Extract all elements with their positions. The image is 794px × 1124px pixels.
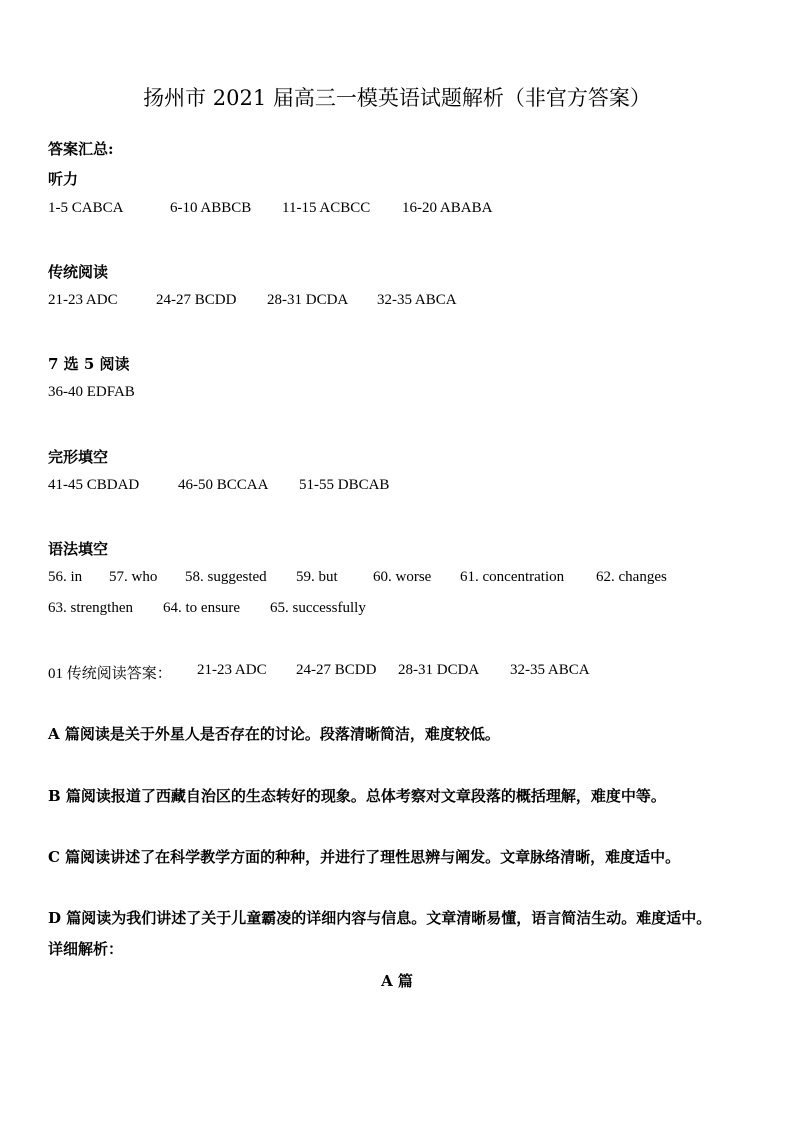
detail-label: 详细解析： <box>48 940 124 958</box>
passage-a-summary: A 篇阅读是关于外星人是否存在的讨论。段落清晰简洁，难度较低。 <box>48 725 500 743</box>
answer-item: 16-20 ABABA <box>402 200 493 216</box>
listening-heading: 听力 <box>48 170 79 188</box>
page-title: 扬州市 2021 届高三一模英语试题解析（非官方答案） <box>143 86 651 110</box>
answer-item: 36-40 EDFAB <box>48 384 135 400</box>
grammar-heading: 语法填空 <box>48 540 109 558</box>
answer-item: 56. in <box>48 569 83 585</box>
passage-d-summary: D 篇阅读为我们讲述了关于儿童霸凌的详细内容与信息。文章清晰易懂，语言简洁生动。难度适中。 <box>48 909 712 927</box>
section-a-heading: A 篇 <box>381 972 413 990</box>
answer-item: 60. worse <box>373 569 432 585</box>
answer-item: 46-50 BCCAA <box>178 477 269 493</box>
answer-item: 21-23 ADC <box>48 292 118 308</box>
answer-item: 63. strengthen <box>48 600 133 616</box>
answer-item: 24-27 BCDD <box>296 662 377 678</box>
answer-item: 28-31 DCDA <box>267 292 349 308</box>
answer-item: 6-10 ABBCB <box>170 200 252 216</box>
answer-item: 57. who <box>109 569 158 585</box>
answer-item: 28-31 DCDA <box>398 662 480 678</box>
reading-answers-label: 01 传统阅读答案： <box>48 666 172 682</box>
answer-item: 62. changes <box>596 569 667 585</box>
answer-item: 32-35 ABCA <box>377 292 457 308</box>
answer-item: 11-15 ACBCC <box>282 200 371 216</box>
answer-item: 64. to ensure <box>163 600 241 616</box>
answer-item: 21-23 ADC <box>197 662 267 678</box>
answer-item: 65. successfully <box>270 600 366 616</box>
answer-item: 61. concentration <box>460 569 565 585</box>
passage-b-summary: B 篇阅读报道了西藏自治区的生态转好的现象。总体考察对文章段落的概括理解，难度中等。 <box>48 787 666 805</box>
cloze-heading: 完形填空 <box>48 448 109 466</box>
answer-item: 1-5 CABCA <box>48 200 124 216</box>
summary-label: 答案汇总: <box>48 140 114 158</box>
answer-item: 41-45 CBDAD <box>48 477 140 493</box>
reading-heading: 传统阅读 <box>48 263 109 281</box>
seven-five-heading: 7 选 5 阅读 <box>48 355 130 373</box>
answer-item: 32-35 ABCA <box>510 662 590 678</box>
answer-item: 51-55 DBCAB <box>299 477 390 493</box>
passage-c-summary: C 篇阅读讲述了在科学教学方面的种种，并进行了理性思辨与阐发。文章脉络清晰，难度适中。 <box>48 848 681 866</box>
answer-item: 58. suggested <box>185 569 267 585</box>
answer-item: 59. but <box>296 569 338 585</box>
answer-item: 24-27 BCDD <box>156 292 237 308</box>
